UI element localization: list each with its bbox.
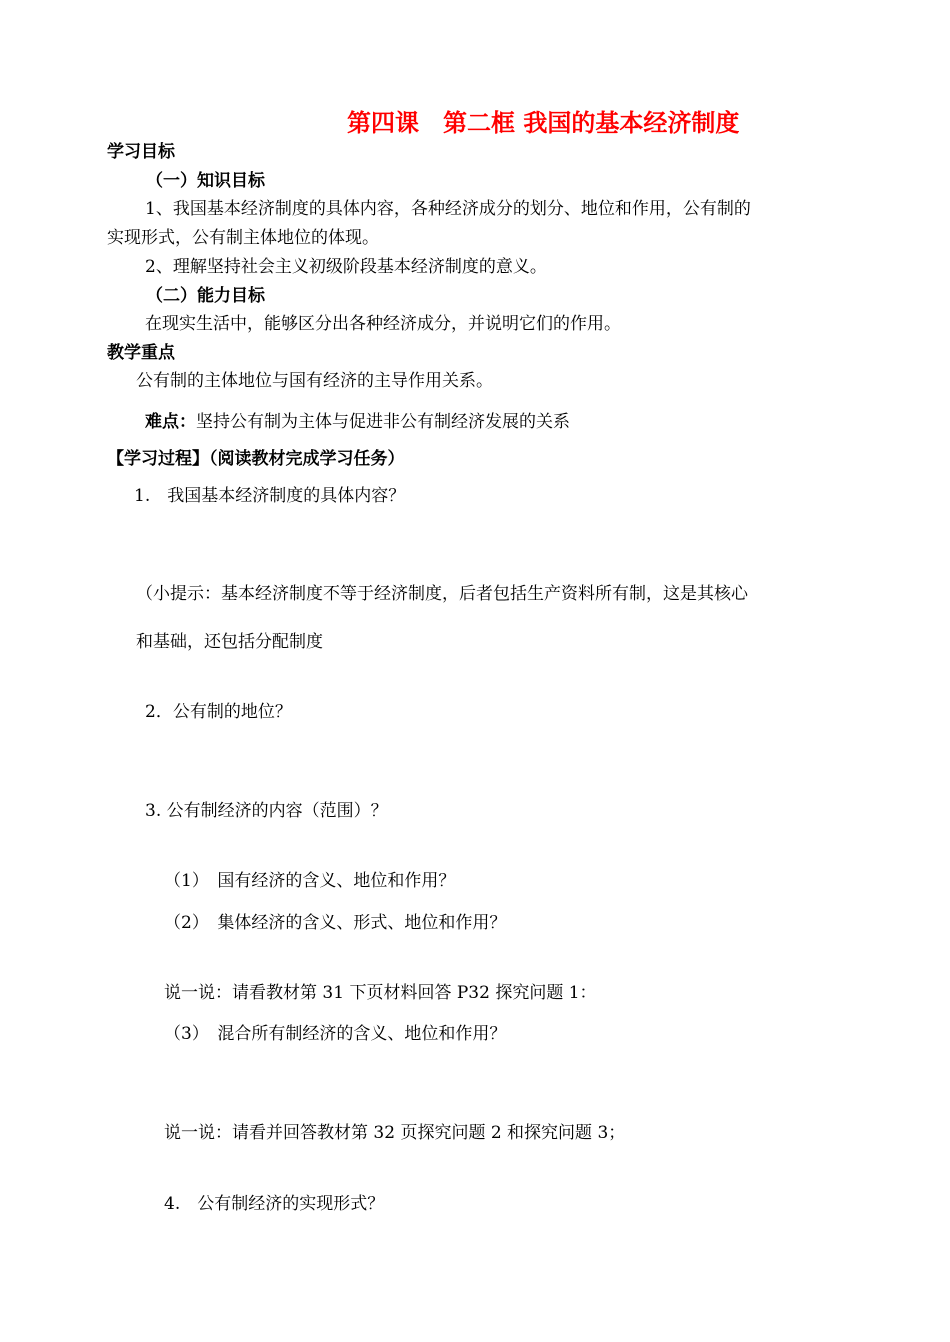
key-points-heading: 教学重点 [107,343,175,363]
key-points-text: 公有制的主体地位与国有经济的主导作用关系。 [136,371,493,391]
discussion-1: 说一说：请看教材第 31 下页材料回答 P32 探究问题 1： [164,983,597,1003]
page-title: 第四课 第二框 我国的基本经济制度 [347,109,740,137]
discussion-2: 说一说：请看并回答教材第 32 页探究问题 2 和探究问题 3； [164,1123,626,1143]
question-3-2: （2） 集体经济的含义、形式、地位和作用？ [164,913,507,933]
question-3-3: （3） 混合所有制经济的含义、地位和作用？ [164,1024,507,1044]
question-2: 2．公有制的地位？ [145,702,292,722]
question-1: 1. 我国基本经济制度的具体内容？ [134,486,406,506]
ability-item: 在现实生活中，能够区分出各种经济成分，并说明它们的作用。 [145,314,621,334]
question-3: 3. 公有制经济的内容（范围）？ [145,801,388,821]
knowledge-item-1-line-1: 1、我国基本经济制度的具体内容，各种经济成分的划分、地位和作用，公有制的 [145,199,751,219]
knowledge-item-1-line-2: 实现形式，公有制主体地位的体现。 [107,228,379,248]
question-3-1: （1） 国有经济的含义、地位和作用？ [164,871,456,891]
objectives-heading: 学习目标 [107,142,175,162]
difficulty-label: 难点： [145,412,196,432]
difficulty-line [145,411,570,433]
question-4: 4. 公有制经济的实现形式？ [164,1194,385,1214]
ability-objectives-heading: （二）能力目标 [146,286,265,306]
knowledge-objectives-heading: （一）知识目标 [146,171,265,191]
hint-line-2: 和基础，还包括分配制度 [136,632,323,652]
process-heading: 【学习过程】（阅读教材完成学习任务） [107,449,405,469]
difficulty-text: 坚持公有制为主体与促进非公有制经济发展的关系 [196,412,570,432]
knowledge-item-2: 2、理解坚持社会主义初级阶段基本经济制度的意义。 [145,257,547,277]
hint-line-1: （小提示：基本经济制度不等于经济制度，后者包括生产资料所有制，这是其核心 [136,584,748,604]
